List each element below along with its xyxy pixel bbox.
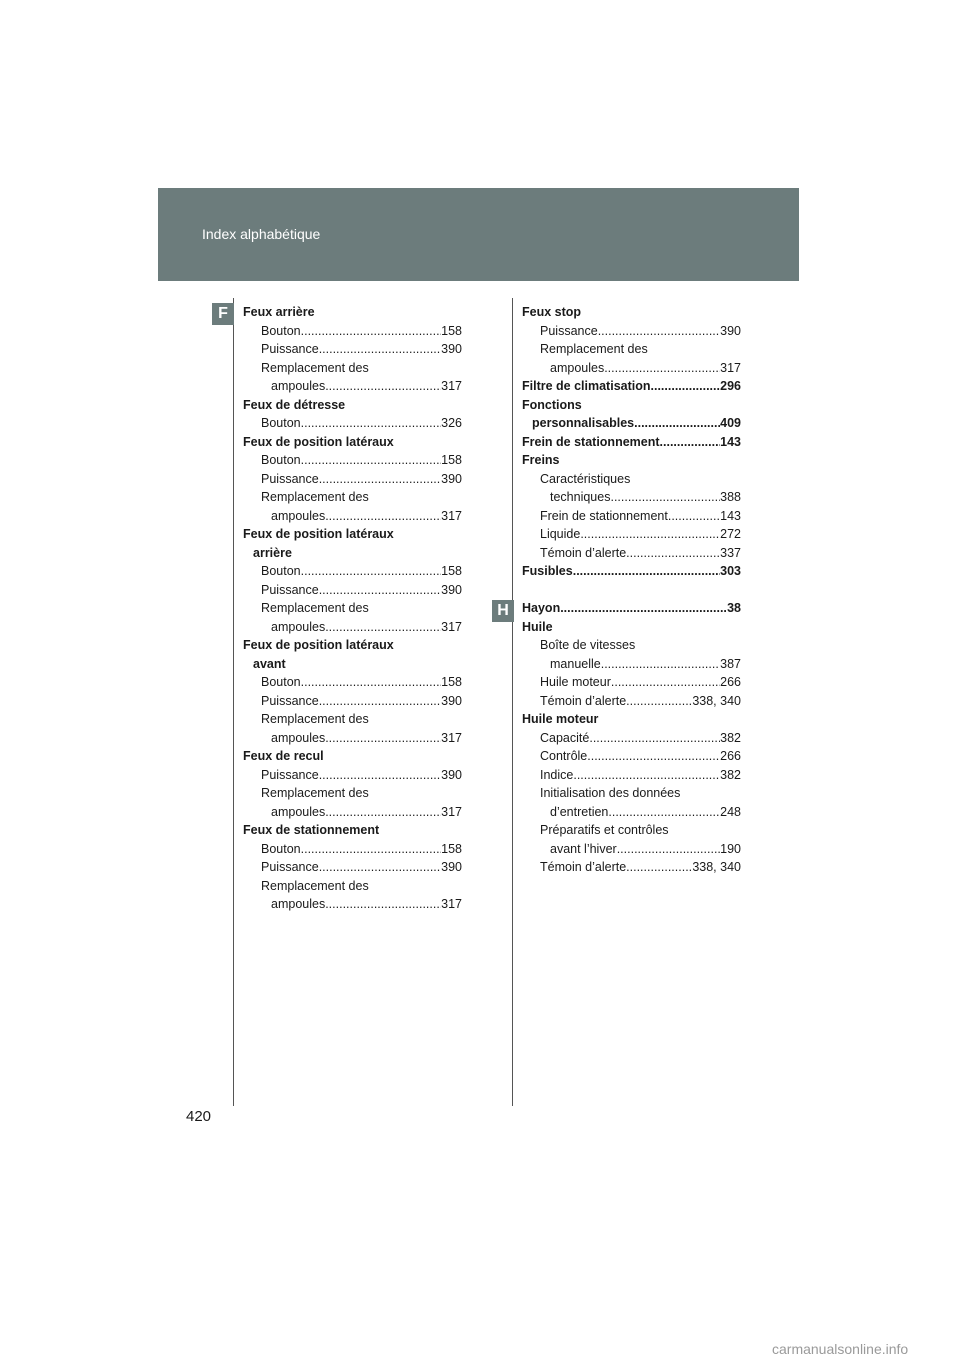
- dot-leader: [601, 655, 720, 674]
- index-entry-page: 317: [441, 379, 462, 393]
- index-entry-term: Bouton: [261, 453, 301, 467]
- section-gap: [522, 581, 741, 600]
- index-entry-page: 248: [720, 804, 741, 819]
- index-entry-term: Puissance: [261, 582, 319, 597]
- index-entry: [522, 340, 741, 359]
- index-entry-term: techniques: [550, 490, 611, 504]
- index-entry: [243, 488, 462, 507]
- index-entry-page: 38: [727, 601, 741, 615]
- index-entry-page: 317: [441, 508, 462, 523]
- index-entry: [243, 377, 462, 396]
- index-entry: [243, 525, 462, 544]
- index-entry-term: Frein de stationnement: [522, 434, 660, 449]
- index-entry-term: Fonctions: [522, 397, 582, 412]
- index-entry: [522, 562, 741, 581]
- index-entry: [522, 396, 741, 415]
- index-entry-page: 317: [441, 619, 462, 634]
- index-entry: [243, 470, 462, 489]
- index-entry-term: Feux arrière: [243, 305, 315, 319]
- index-entry-page: 317: [720, 360, 741, 375]
- index-entry-page: 303: [720, 564, 741, 578]
- index-entry: [243, 895, 462, 914]
- dot-leader: [598, 322, 720, 341]
- index-entry: [243, 414, 462, 433]
- dot-leader: [580, 525, 720, 544]
- index-entry-term: Puissance: [261, 471, 319, 486]
- index-entry: [243, 821, 462, 840]
- index-entry-term: personnalisables: [532, 416, 635, 430]
- index-entry-term: Feux de stationnement: [243, 823, 380, 837]
- dot-leader: [319, 858, 441, 877]
- index-entry-page: 143: [720, 508, 741, 523]
- index-entry: [243, 655, 462, 674]
- index-entry: [522, 692, 741, 711]
- index-entry: [522, 414, 741, 433]
- index-column-left: [243, 303, 462, 914]
- index-entry-term: Remplacement des: [261, 490, 369, 504]
- index-entry: [522, 359, 741, 378]
- page-header: [158, 188, 799, 281]
- index-entry-page: 158: [441, 675, 462, 689]
- index-entry-page: 338, 340: [692, 860, 741, 874]
- index-entry-page: 326: [441, 416, 462, 430]
- index-entry: [243, 359, 462, 378]
- dot-leader: [325, 618, 441, 637]
- index-entry: [522, 747, 741, 766]
- index-entry: [243, 710, 462, 729]
- index-entry: [522, 729, 741, 748]
- dot-leader: [626, 544, 720, 563]
- index-entry-term: Remplacement des: [261, 360, 369, 375]
- index-entry: [522, 451, 741, 470]
- dot-leader: [301, 562, 442, 581]
- index-entry-term: Fusibles: [522, 564, 573, 578]
- index-entry-term: Feux de recul: [243, 749, 324, 763]
- index-entry-term: arrière: [253, 545, 292, 560]
- index-entry-term: Caractéristiques: [540, 471, 631, 486]
- watermark: carmanualsonline.info: [772, 1341, 909, 1357]
- index-entry: [243, 433, 462, 452]
- dot-leader: [325, 377, 441, 396]
- index-entry-term: Feux de position latéraux: [243, 527, 394, 541]
- dot-leader: [319, 766, 441, 785]
- index-entry-term: Remplacement des: [261, 878, 369, 893]
- index-entry-term: Hayon: [522, 601, 561, 615]
- index-entry-page: 158: [441, 841, 462, 856]
- index-entry: [243, 581, 462, 600]
- header-title: Index alphabétique: [202, 226, 321, 242]
- dot-leader: [651, 377, 721, 396]
- dot-leader: [301, 840, 442, 859]
- index-entry: [522, 655, 741, 674]
- index-entry: [522, 303, 741, 322]
- dot-leader: [587, 747, 720, 766]
- dot-leader: [617, 840, 720, 859]
- index-entry-term: ampoules: [271, 730, 326, 745]
- dot-leader: [319, 470, 441, 489]
- index-entry-term: Boîte de vitesses: [540, 638, 636, 652]
- index-entry: [243, 507, 462, 526]
- index-entry-page: 390: [441, 860, 462, 874]
- index-entry: [522, 821, 741, 840]
- index-entry: [243, 673, 462, 692]
- index-entry-term: Huile moteur: [522, 712, 599, 726]
- index-entry-page: 266: [720, 749, 741, 763]
- dot-leader: [301, 451, 442, 470]
- index-entry-term: Remplacement des: [540, 342, 648, 356]
- index-entry-term: Puissance: [261, 860, 319, 874]
- index-entry: [522, 525, 741, 544]
- index-entry: [243, 451, 462, 470]
- dot-leader: [325, 729, 441, 748]
- index-entry-term: Préparatifs et contrôles: [540, 823, 669, 837]
- dot-leader: [319, 692, 441, 711]
- index-entry-page: 390: [441, 582, 462, 597]
- index-entry-term: d’entretien: [550, 804, 609, 819]
- index-entry-page: 387: [720, 656, 741, 671]
- index-entry: [522, 544, 741, 563]
- index-entry: [243, 766, 462, 785]
- index-entry: [522, 488, 741, 507]
- index-entry-term: Frein de stationnement: [540, 508, 668, 523]
- index-entry-term: Feux de position latéraux: [243, 638, 394, 652]
- index-entry-term: Puissance: [540, 323, 598, 338]
- index-entry-term: Feux stop: [522, 305, 582, 319]
- dot-leader: [325, 507, 441, 526]
- index-column-right: [522, 303, 741, 877]
- dot-leader: [301, 322, 442, 341]
- index-entry: [522, 433, 741, 452]
- index-entry: [522, 673, 741, 692]
- dot-leader: [301, 414, 442, 433]
- index-entry: [522, 470, 741, 489]
- index-entry-term: avant: [253, 656, 286, 671]
- index-entry-page: 390: [441, 471, 462, 486]
- index-entry-term: avant l’hiver: [550, 841, 617, 856]
- index-entry-term: Remplacement des: [261, 712, 369, 726]
- section-letter-f: F: [212, 303, 234, 325]
- page-number: 420: [186, 1108, 212, 1125]
- index-entry-page: 266: [720, 675, 741, 689]
- index-entry: [243, 303, 462, 322]
- index-entry-page: 382: [720, 767, 741, 782]
- index-entry-term: Liquide: [540, 527, 581, 541]
- index-entry-page: 390: [441, 342, 462, 356]
- index-entry: [243, 840, 462, 859]
- index-entry-term: Feux de position latéraux: [243, 434, 394, 449]
- index-entry-page: 390: [441, 693, 462, 708]
- index-entry-term: Remplacement des: [261, 601, 369, 615]
- index-entry: [243, 599, 462, 618]
- index-entry: [243, 396, 462, 415]
- index-entry-page: 390: [720, 323, 741, 338]
- dot-leader: [560, 599, 727, 618]
- dot-leader: [608, 803, 720, 822]
- index-entry-term: Feux de détresse: [243, 397, 346, 412]
- index-entry-page: 338, 340: [692, 693, 741, 708]
- index-entry-term: Indice: [540, 767, 574, 782]
- index-entry-term: ampoules: [271, 897, 326, 911]
- index-entry-page: 317: [441, 897, 462, 911]
- index-entry: [243, 858, 462, 877]
- index-entry-term: Contrôle: [540, 749, 588, 763]
- index-entry-page: 390: [441, 767, 462, 782]
- index-entry: [522, 803, 741, 822]
- dot-leader: [668, 507, 720, 526]
- dot-leader: [660, 433, 721, 452]
- index-entry-term: ampoules: [550, 360, 605, 375]
- index-entry-term: manuelle: [550, 656, 601, 671]
- index-entry-page: 158: [441, 323, 462, 338]
- index-entry: [522, 710, 741, 729]
- index-entry-term: Témoin d’alerte: [540, 545, 627, 560]
- index-entry-term: Puissance: [261, 767, 319, 782]
- index-entry-page: 337: [720, 545, 741, 560]
- index-entry-term: Témoin d’alerte: [540, 860, 627, 874]
- column-divider-left: [233, 298, 234, 1106]
- dot-leader: [626, 692, 692, 711]
- index-entry: [522, 766, 741, 785]
- index-entry-term: Bouton: [261, 564, 301, 578]
- dot-leader: [626, 858, 692, 877]
- dot-leader: [611, 673, 720, 692]
- dot-leader: [325, 895, 441, 914]
- dot-leader: [610, 488, 720, 507]
- dot-leader: [634, 414, 720, 433]
- index-entry: [522, 636, 741, 655]
- index-entry-term: Témoin d’alerte: [540, 693, 627, 708]
- index-entry: [243, 877, 462, 896]
- index-entry: [522, 858, 741, 877]
- index-entry: [243, 340, 462, 359]
- index-entry: [243, 803, 462, 822]
- index-entry: [522, 840, 741, 859]
- index-entry: [243, 618, 462, 637]
- index-entry-term: Initialisation des données: [540, 786, 681, 800]
- index-entry-term: ampoules: [271, 379, 326, 393]
- index-entry-term: ampoules: [271, 804, 326, 819]
- index-entry-page: 296: [720, 379, 741, 393]
- index-entry-term: Puissance: [261, 342, 319, 356]
- index-entry: [522, 322, 741, 341]
- index-entry-page: 409: [720, 416, 741, 430]
- index-entry-page: 388: [720, 490, 741, 504]
- column-divider-middle: [512, 298, 513, 1106]
- index-entry-page: 272: [720, 527, 741, 541]
- index-entry-term: Bouton: [261, 323, 301, 338]
- dot-leader: [573, 562, 720, 581]
- index-entry-term: ampoules: [271, 508, 326, 523]
- index-entry: [243, 636, 462, 655]
- index-entry: [243, 784, 462, 803]
- dot-leader: [573, 766, 720, 785]
- index-entry: [522, 377, 741, 396]
- index-entry-term: Capacité: [540, 730, 590, 745]
- index-entry-page: 317: [441, 730, 462, 745]
- dot-leader: [589, 729, 720, 748]
- index-entry-page: 158: [441, 564, 462, 578]
- index-entry-term: ampoules: [271, 619, 326, 634]
- index-entry-term: Freins: [522, 453, 560, 467]
- index-entry-page: 317: [441, 804, 462, 819]
- index-entry-term: Bouton: [261, 841, 301, 856]
- dot-leader: [301, 673, 442, 692]
- dot-leader: [325, 803, 441, 822]
- index-entry: [522, 599, 741, 618]
- index-entry-term: Filtre de climatisation: [522, 379, 651, 393]
- index-entry: [243, 562, 462, 581]
- index-entry-term: Bouton: [261, 416, 301, 430]
- dot-leader: [319, 340, 441, 359]
- index-entry-page: 143: [720, 434, 741, 449]
- index-entry-page: 158: [441, 453, 462, 467]
- index-entry: [243, 692, 462, 711]
- index-entry: [522, 784, 741, 803]
- index-entry-page: 190: [720, 841, 741, 856]
- index-entry: [522, 507, 741, 526]
- index-entry: [243, 544, 462, 563]
- index-entry-term: Remplacement des: [261, 786, 369, 800]
- index-entry: [243, 322, 462, 341]
- index-entry-term: Huile: [522, 619, 553, 634]
- dot-leader: [319, 581, 441, 600]
- index-entry-term: Huile moteur: [540, 675, 611, 689]
- index-entry-term: Puissance: [261, 693, 319, 708]
- section-letter-h: H: [492, 600, 514, 622]
- dot-leader: [604, 359, 720, 378]
- index-entry: [243, 747, 462, 766]
- index-entry-page: 382: [720, 730, 741, 745]
- index-entry-term: Bouton: [261, 675, 301, 689]
- index-entry: [243, 729, 462, 748]
- index-entry: [522, 618, 741, 637]
